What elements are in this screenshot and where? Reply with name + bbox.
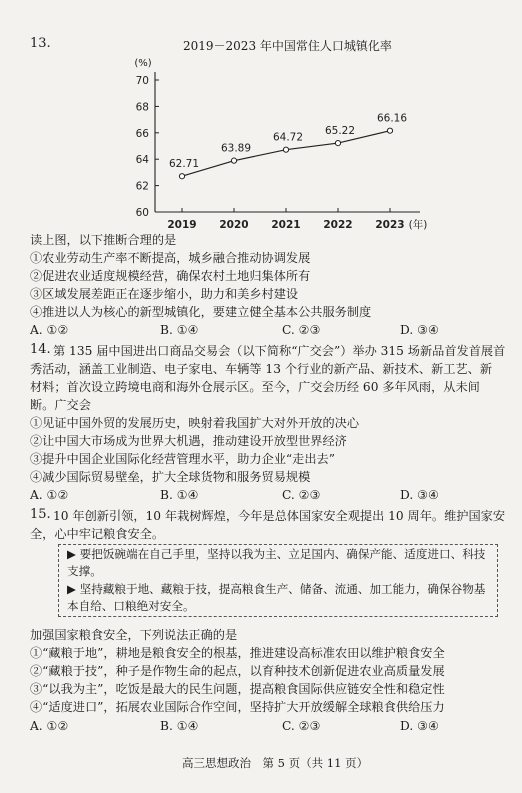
passage-line: 全，心中牢记粮食安全。 [30,527,165,541]
option-d[interactable]: D. ③④ [400,719,439,733]
statement-1: ①“藏粮于地”，耕地是粮食安全的根基，推进建设高标准农田以维护粮食安全 [30,646,445,660]
y-tick-label: 66 [135,127,149,140]
passage-line: 断。广交会 [30,398,91,412]
statement-3: ③“以我为主”，吃饭是最大的民生问题，提高粮食国际供应链安全性和稳定性 [30,682,445,696]
x-tick-label: 2019 [167,219,197,231]
statement-2: ②促进农业适度规模经营，确保农村土地归集体所有 [30,269,311,283]
option-b[interactable]: B. ①④ [160,719,199,733]
statement-3: ③区域发展差距正在逐步缩小，助力和美乡村建设 [30,287,299,301]
question-stem: 加强国家粮食安全，下列说法正确的是 [30,628,238,642]
y-axis-unit: (%) [134,58,152,69]
quote-box [58,544,498,617]
option-b[interactable]: B. ①④ [160,323,199,337]
y-tick-label: 60 [135,207,149,219]
option-a[interactable]: A. ①② [30,719,69,733]
x-tick-label: 2023 [375,219,405,231]
option-c[interactable]: C. ②③ [282,488,321,502]
question-number: 15. [30,507,51,522]
statement-4: ④推进以人为核心的新型城镇化，要建立健全基本公共服务制度 [30,305,372,319]
statement-4: ④减少国际贸易壁垒，扩大全球货物和服务贸易规模 [30,470,311,484]
data-label: 65.22 [324,125,356,138]
data-point [231,158,236,163]
data-point [179,174,184,179]
question-stem: 读上图，以下推断合理的是 [30,233,177,247]
statement-4: ④“适度进口”，拓展农业国际合作空间，坚持扩大开放缓解全球粮食供给压力 [30,700,445,714]
quote-line: ▶ 要把饭碗端在自己手里，坚持以我为主、立足国内、确保产能、适度进口、科技 [67,547,486,561]
passage-line: 秀活动，涵盖工业制造、电子家电、车辆等 13 个行业的新产品、新技术、新工艺、新 [30,362,493,376]
option-c[interactable]: C. ②③ [282,719,321,733]
y-tick-label: 68 [135,101,149,114]
option-a[interactable]: A. ①② [30,323,69,337]
option-a[interactable]: A. ①② [30,488,69,502]
statement-3: ③提升中国企业国际化经营管理水平，助力企业“走出去” [30,452,335,466]
option-c[interactable]: C. ②③ [282,323,321,337]
quote-line: ▶ 坚持藏粮于地、藏粮于技，提高粮食生产、储备、流通、加工能力，确保谷物基 [67,582,486,596]
data-label: 63.89 [220,142,252,155]
option-b[interactable]: B. ①④ [160,488,199,502]
passage-line: 第 135 届中国进出口商品交易会（以下简称“广交会”）举办 315 场新品首发首展首 [53,344,506,358]
data-point [283,147,288,152]
x-tick-label: 2022 [323,219,353,231]
x-axis-unit: (年) [408,219,428,231]
statement-1: ①见证中国外贸的发展历史，映射着我国扩大对外开放的决心 [30,416,360,430]
y-tick-label: 64 [135,154,149,167]
x-tick-label: 2020 [219,219,249,231]
chart-title: 2019－2023 年中国常住人口城镇化率 [183,39,392,53]
data-label: 66.16 [376,112,408,125]
passage-line: 10 年创新引领，10 年栽树辉煌，今年是总体国家安全观提出 10 周年。维护国家安 [53,509,506,523]
statement-2: ②让中国大市场成为世界大机遇，推动建设开放型世界经济 [30,434,347,448]
y-tick-label: 62 [135,180,149,193]
statement-1: ①农业劳动生产率不断提高，城乡融合推动协调发展 [30,251,311,265]
data-label: 62.71 [168,158,200,171]
passage-line: 材料；首次设立跨境电商和海外仓展示区。至今，广交会历经 60 多年风雨，从未间 [30,380,480,394]
quote-line: 本自给、口粮绝对安全。 [67,599,195,613]
question-number: 13. [30,36,51,51]
statement-2: ②“藏粮于技”，种子是作物生命的起点，以育种技术创新促进农业高质量发展 [30,664,445,678]
option-d[interactable]: D. ③④ [400,323,439,337]
x-tick-label: 2021 [271,219,301,231]
option-d[interactable]: D. ③④ [400,488,439,502]
data-point [335,140,340,145]
page-footer: 高三思想政治 第 5 页（共 11 页） [182,756,369,770]
y-tick-label: 70 [135,75,149,87]
data-label: 64.72 [272,131,304,144]
data-point [387,128,392,133]
question-number: 14. [30,342,51,357]
quote-line: 支撑。 [67,564,102,578]
